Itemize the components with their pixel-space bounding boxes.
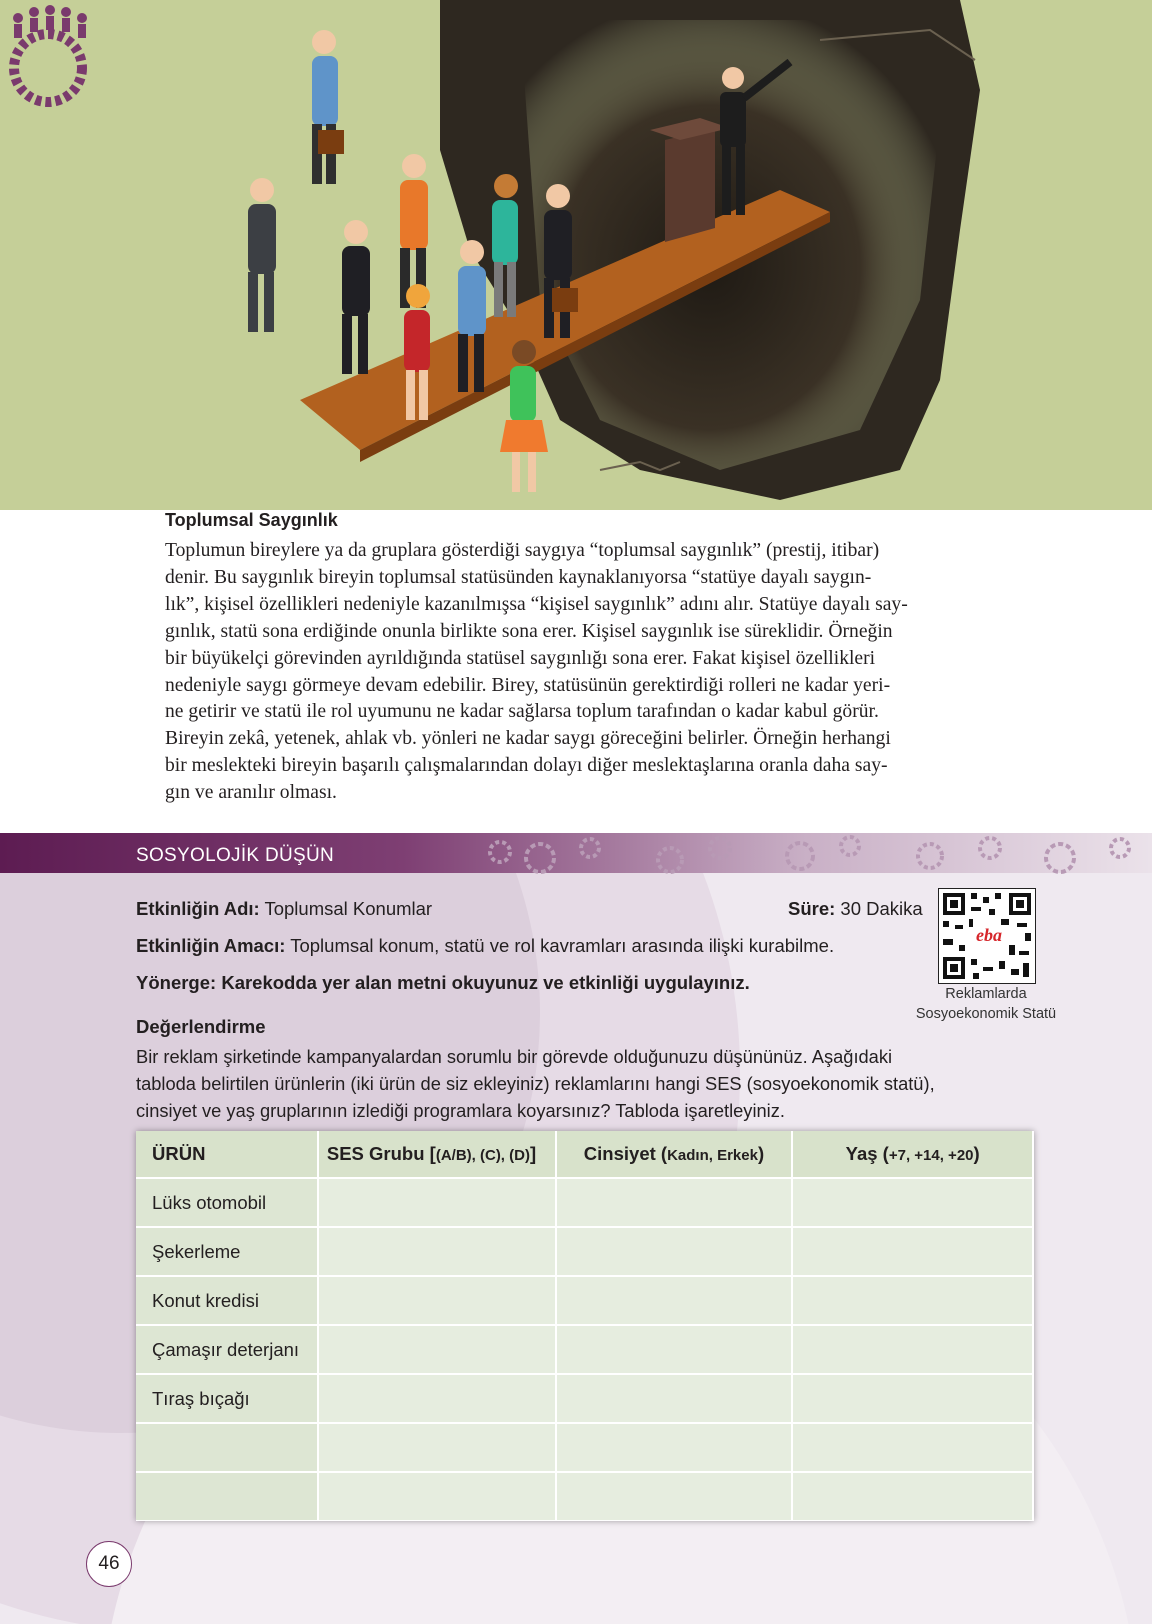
age-cell[interactable] xyxy=(792,1227,1033,1276)
header-text: ] xyxy=(529,1143,537,1164)
table-row xyxy=(136,1227,1033,1276)
header-subtext: +7, +14, +20 xyxy=(888,1147,974,1164)
instruction-value: Karekodda yer alan metni okuyunuz ve etkinliği uygulayınız. xyxy=(216,972,750,993)
qr-caption-line: Reklamlarda xyxy=(945,986,1027,1002)
text-line: gın ve aranılır olması. xyxy=(165,782,337,804)
gender-cell[interactable] xyxy=(556,1423,793,1472)
header-text: ) xyxy=(973,1143,980,1164)
text-line: nedeniyle saygı görmeye devam edebilir. Birey, statüsünün gerektirdiği rolleri ne kadar yeri- xyxy=(165,674,891,696)
table-row xyxy=(136,1276,1033,1325)
header-text: ÜRÜN xyxy=(152,1143,206,1164)
table-row xyxy=(136,1178,1033,1227)
qr-caption-line: Sosyoekonomik Statü xyxy=(915,1006,1057,1022)
header-age xyxy=(792,1131,1033,1178)
eba-logo: eba xyxy=(976,925,1002,945)
table-row xyxy=(136,1325,1033,1374)
age-cell[interactable] xyxy=(792,1276,1033,1325)
activity-name-value: Toplumsal Konumlar xyxy=(259,898,433,919)
activity-instruction xyxy=(136,972,750,994)
page-number: 46 xyxy=(86,1541,132,1587)
aim-value: Toplumsal konum, statü ve rol kavramları arasında ilişki kurabilme. xyxy=(285,935,835,956)
qr-caption xyxy=(900,984,1072,1024)
ses-cell[interactable] xyxy=(318,1227,556,1276)
gender-cell[interactable] xyxy=(556,1227,793,1276)
evaluation-text xyxy=(136,1043,935,1124)
age-cell[interactable] xyxy=(792,1374,1033,1423)
text-line: Toplumun bireylere ya da gruplara gösterdiği saygıya “toplumsal saygınlık” (prestij, itibar) xyxy=(165,540,880,561)
speaker-figure xyxy=(720,92,746,147)
gears-decoration xyxy=(470,830,1152,878)
ses-cell[interactable] xyxy=(318,1325,556,1374)
body-paragraph xyxy=(165,538,1033,807)
age-cell[interactable] xyxy=(792,1178,1033,1227)
evaluation-line: cinsiyet ve yaş gruplarının izlediği programlara koyarsınız? Tabloda işaretleyiniz. xyxy=(136,1100,785,1121)
header-text: SES Grubu [ xyxy=(326,1143,436,1164)
ses-cell[interactable] xyxy=(318,1423,556,1472)
gender-cell[interactable] xyxy=(556,1472,793,1520)
activity-duration xyxy=(788,898,923,920)
aim-label: Etkinliğin Amacı: xyxy=(136,935,286,956)
activity-name-label: Etkinliğin Adı: xyxy=(136,898,260,919)
text-line: gınlık, statü sona erdiğinde onunla birlikte sona erer. Kişisel saygınlık ise süreklidir. Örneğin xyxy=(165,620,893,642)
evaluation-title: Değerlendirme xyxy=(136,1016,266,1037)
product-cell[interactable] xyxy=(136,1472,318,1520)
header-product xyxy=(136,1131,318,1178)
text-line: lık”, kişisel özellikleri nedeniyle kazanılmışsa “kişisel saygınlık” adını alır. Statüye dayalı say- xyxy=(165,593,908,615)
ses-cell[interactable] xyxy=(318,1276,556,1325)
product-cell: Tıraş bıçağı xyxy=(136,1374,318,1423)
table-row xyxy=(136,1472,1033,1520)
age-cell[interactable] xyxy=(792,1325,1033,1374)
evaluation-line: tabloda belirtilen ürünlerin (iki ürün de siz ekleyiniz) reklamlarını hangi SES (sosyoekonomik statü), xyxy=(136,1073,935,1094)
product-cell[interactable] xyxy=(136,1423,318,1472)
text-line: denir. Bu saygınlık bireyin toplumsal statüsünden kaynaklanıyorsa “statüye dayalı saygın- xyxy=(165,566,872,588)
instruction-label: Yönerge: xyxy=(136,972,217,993)
text-line: Bireyin zekâ, yetenek, ahlak vb. yönleri ne kadar saygı göreceğini belirler. Örneğin herhangi xyxy=(165,728,891,750)
activity-name xyxy=(136,898,432,920)
duration-value: 30 Dakika xyxy=(835,898,923,919)
hero-illustration xyxy=(0,0,1152,510)
band-title: SOSYOLOJİK DÜŞÜN xyxy=(136,845,335,866)
gender-cell[interactable] xyxy=(556,1276,793,1325)
evaluation-table xyxy=(136,1131,1034,1521)
table-row xyxy=(136,1374,1033,1423)
gender-cell[interactable] xyxy=(556,1325,793,1374)
text-line: bir meslekteki bireyin başarılı çalışmalarından dolayı diğer meslektaşlarına oranla daha say- xyxy=(165,755,888,777)
text-line: ne getirir ve statü ile rol uyumunu ne kadar sağlarsa toplum tarafından o kadar kabul görür. xyxy=(165,701,879,723)
age-cell[interactable] xyxy=(792,1472,1033,1520)
header-ses xyxy=(318,1131,556,1178)
cliff-bridge-illustration xyxy=(0,0,1152,510)
qr-code[interactable] xyxy=(938,888,1036,984)
gender-cell[interactable] xyxy=(556,1374,793,1423)
book-logo xyxy=(0,0,96,110)
text-line: bir büyükelçi görevinden ayrıldığında statüsel saygınlığı sona erer. Fakat kişisel özellikleri xyxy=(165,647,876,669)
header-subtext: Kadın, Erkek xyxy=(667,1147,758,1164)
duration-label: Süre: xyxy=(788,898,836,919)
header-subtext: (A/B), (C), (D) xyxy=(435,1147,530,1164)
product-cell: Şekerleme xyxy=(136,1227,318,1276)
product-cell: Konut kredisi xyxy=(136,1276,318,1325)
ses-cell[interactable] xyxy=(318,1178,556,1227)
ses-cell[interactable] xyxy=(318,1374,556,1423)
product-cell: Çamaşır deterjanı xyxy=(136,1325,318,1374)
activity-aim xyxy=(136,935,834,957)
age-cell[interactable] xyxy=(792,1423,1033,1472)
header-text: Cinsiyet ( xyxy=(583,1143,668,1164)
header-gender xyxy=(556,1131,793,1178)
section-title: Toplumsal Saygınlık xyxy=(165,510,338,530)
header-text: ) xyxy=(757,1143,765,1164)
header-text: Yaş ( xyxy=(845,1143,889,1164)
product-cell: Lüks otomobil xyxy=(136,1178,318,1227)
ses-cell[interactable] xyxy=(318,1472,556,1520)
table-row xyxy=(136,1423,1033,1472)
gender-cell[interactable] xyxy=(556,1178,793,1227)
evaluation-line: Bir reklam şirketinde kampanyalardan sorumlu bir görevde olduğunuzu düşününüz. Aşağıdaki xyxy=(136,1046,893,1067)
table-header-row xyxy=(136,1131,1033,1178)
